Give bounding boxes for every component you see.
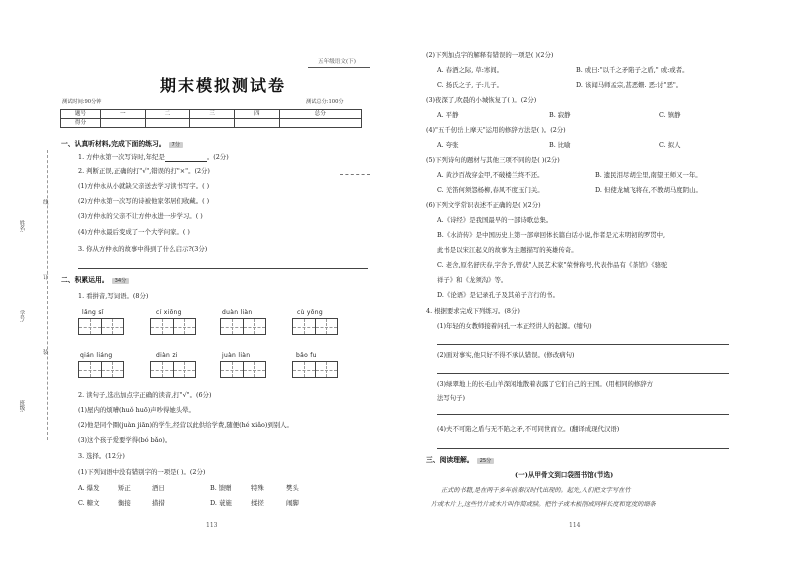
section-2-heading bbox=[61, 276, 129, 284]
option-word: 措措 bbox=[152, 499, 165, 507]
option-b-cont: 此书是以宋江起义的故事为主题描写的英雄传奇。 bbox=[437, 246, 578, 254]
writing-grid[interactable] bbox=[78, 318, 124, 335]
reading-paragraph: 正式的书籍,是在两千多年前秦汉时代出现的。起先,人们把文字写在竹 bbox=[441, 487, 631, 494]
option-b[interactable]: B.《水浒传》是中国历史上第一部章回体长篇白话小说,作者是元末明初的罗贯中, bbox=[437, 231, 666, 239]
option-b[interactable]: B. 寂静 bbox=[549, 111, 571, 119]
option-word: 揉搓 bbox=[251, 499, 264, 507]
section-1-title: 一、认真听材料,完成下面的练习。 bbox=[61, 140, 166, 148]
score-input-cell[interactable] bbox=[145, 119, 190, 128]
s1-question-2: 2. 判断正误,正确的打"√",错误的打"×"。(2分) bbox=[78, 167, 210, 175]
rewrite-item: (2)面对事实,他只好不得不承认错误。(修改病句) bbox=[437, 351, 575, 359]
option-d[interactable]: D. 但使龙城飞将在,不教胡马度阴山。 bbox=[595, 186, 702, 194]
score-cell: 三 bbox=[190, 110, 235, 119]
option-b[interactable]: B. 馈赠 bbox=[210, 484, 232, 492]
seal-mark: 线 bbox=[43, 200, 49, 206]
student-no-label: 学号: bbox=[18, 310, 25, 323]
s2-question-3: 3. 选择。(12分) bbox=[78, 452, 125, 460]
answer-line[interactable] bbox=[437, 344, 729, 345]
reading-title: (一)从甲骨文到口袋图书馆(节选) bbox=[515, 471, 614, 479]
score-cell: 一 bbox=[101, 110, 146, 119]
option-b[interactable]: B. 比喻 bbox=[549, 141, 571, 149]
rewrite-item: (1)年轻的女教师接着问孔一本正经讲人的起源。(缩句) bbox=[437, 322, 592, 330]
r-question-4-main: 4. 根据要求完成下列练习。(8分) bbox=[426, 307, 520, 315]
s2-question-1: 1. 看拼音,写词语。(8分) bbox=[78, 292, 149, 300]
score-cell: 四 bbox=[234, 110, 279, 119]
s1-q2-item: (3)方仲永的父亲不让方仲永进一步学习。( ) bbox=[78, 212, 203, 220]
option-c-cont: 祥子》和《龙须沟》等。 bbox=[437, 276, 508, 284]
pinyin-label: juàn liàn bbox=[222, 352, 251, 359]
s1-q2-item: (2)方仲永第一次写的诗被他家邻居们收藏。( ) bbox=[78, 197, 210, 205]
reading-paragraph: 片或木片上,这些竹片或木片叫作简或牍。把竹子或木板削成同样长度和宽度的细条 bbox=[431, 501, 656, 508]
option-b[interactable]: B. 遗民泪尽胡尘里,南望王师又一年。 bbox=[595, 171, 702, 179]
option-c[interactable]: C. 拟人 bbox=[659, 141, 681, 149]
option-word: 闹脚 bbox=[286, 499, 299, 507]
option-word: 酒日 bbox=[152, 484, 165, 492]
r-question-2: (2)下列加点字的解释有错误的一项是( )(2分) bbox=[426, 51, 554, 59]
pinyin-label: diàn zi bbox=[156, 352, 178, 359]
option-a[interactable]: A. 夸张 bbox=[437, 141, 459, 149]
s1-question-3: 3. 你从方仲永的故事中得到了什么启示?(3分) bbox=[78, 245, 208, 253]
test-time: 测试时间:90分钟 bbox=[62, 99, 102, 105]
divider bbox=[340, 174, 370, 175]
section-3-heading bbox=[426, 456, 494, 464]
s2-question-2: 2. 读句子,选出加点字正确的读音,打"√"。(6分) bbox=[78, 391, 212, 399]
seal-mark: 装 bbox=[43, 350, 49, 356]
option-d[interactable]: D. 该闻马师孟宗,甚恶姗. 恶:讨"恶"。 bbox=[576, 81, 683, 89]
writing-grid[interactable] bbox=[150, 361, 196, 378]
r-question-4: (4)"五千仞岳上摩天"运用的修辞方法是( )。(2分) bbox=[426, 126, 566, 134]
writing-grid[interactable] bbox=[292, 361, 338, 378]
answer-line[interactable] bbox=[437, 373, 729, 374]
class-label: 班级: bbox=[18, 400, 25, 413]
r-question-5: (5)下列诗句的题材与其他三项不同的是( )(2分) bbox=[426, 156, 560, 164]
seal-mark: 订 bbox=[43, 275, 49, 281]
rewrite-item: (3)绿翠地上的长毛山羊深闲地散着表露了它们自己的王国。(用相同的修辞方 bbox=[437, 380, 654, 388]
exam-title: 期末模拟测试卷 bbox=[160, 76, 287, 95]
page-number: 114 bbox=[569, 522, 581, 529]
writing-grid[interactable] bbox=[150, 318, 196, 335]
name-label: 姓名: bbox=[18, 220, 25, 233]
score-input-cell[interactable] bbox=[234, 119, 279, 128]
test-score: 测试总分:100分 bbox=[306, 99, 344, 105]
score-cell: 得分 bbox=[61, 119, 101, 128]
writing-grid[interactable] bbox=[220, 318, 266, 335]
answer-line[interactable] bbox=[437, 448, 729, 449]
pinyin-label: lǎng sǐ bbox=[82, 309, 104, 316]
binding-line bbox=[47, 150, 48, 440]
s2-q2-item: (2)他是同个圈(juàn jiān)的学生,经营以此供给学费,随便(hé xiǎo)到别人。 bbox=[78, 421, 293, 429]
score-cell: 二 bbox=[145, 110, 190, 119]
option-a[interactable]: A.《诗经》是我国最早的一部诗歌总集。 bbox=[437, 216, 553, 224]
score-table-header-row bbox=[61, 110, 362, 119]
option-a[interactable]: A. 平静 bbox=[437, 111, 459, 119]
option-c[interactable]: C. 老舍,原名舒庆春,字舍予,曾获"人民艺术家"荣誉称号,代表作品有《茶馆》《骆驼 bbox=[437, 261, 668, 269]
s2-q3-item: (1)下列词语中没有错别字的一项是( )。(2分) bbox=[78, 468, 206, 476]
answer-blank[interactable] bbox=[165, 156, 207, 162]
s2-q2-item: (1)屋内的烦嘈(huǒ huō)声吵得她头晕。 bbox=[78, 406, 195, 414]
score-table bbox=[60, 109, 362, 128]
answer-line[interactable] bbox=[78, 268, 368, 269]
pinyin-label: bǎo fu bbox=[296, 352, 317, 359]
option-word: 衡接 bbox=[118, 499, 131, 507]
grade-underline bbox=[308, 67, 370, 68]
score-input-cell[interactable] bbox=[190, 119, 235, 128]
section-1-heading bbox=[61, 140, 183, 148]
grade-tag: 五年级语文(下) bbox=[318, 59, 356, 65]
s1-q1-score: 。(2分) bbox=[206, 153, 229, 161]
option-b[interactable]: B. 或曰:"以千之矛陷子之盾," 或:或者。 bbox=[576, 66, 689, 74]
r-question-3: (3)夜深了,吹晨的小城恢复了( )。(2分) bbox=[426, 96, 537, 104]
option-word: 樊头 bbox=[286, 484, 299, 492]
option-c[interactable]: C. 镇静 bbox=[659, 111, 681, 119]
section-2-score: 34分 bbox=[112, 278, 130, 284]
option-c[interactable]: C. 羌笛何须怨杨柳,春风不度玉门关。 bbox=[437, 186, 544, 194]
score-table-score-row bbox=[61, 119, 362, 128]
s1-q2-item: (1)方仲永从小就缺父亲送去学习读书写字。( ) bbox=[78, 182, 210, 190]
answer-line[interactable] bbox=[437, 414, 729, 415]
writing-grid[interactable] bbox=[220, 361, 266, 378]
s1-question-1 bbox=[78, 154, 229, 162]
writing-grid[interactable] bbox=[292, 318, 338, 335]
pinyin-label: cí xiōng bbox=[156, 309, 182, 316]
pinyin-label: cù yōng bbox=[297, 309, 323, 316]
score-cell: 题号 bbox=[61, 110, 101, 119]
section-2-title: 二、积累运用。 bbox=[61, 276, 109, 284]
option-d[interactable]: D. 蓑施 bbox=[210, 499, 232, 507]
option-a[interactable]: A. 黄沙百战穿金甲,不破楼兰终不还。 bbox=[437, 171, 544, 179]
score-input-cell[interactable] bbox=[279, 119, 361, 128]
option-c[interactable]: C. 扬氏之子, 子:儿子。 bbox=[437, 81, 504, 89]
section-3-title: 三、阅读理解。 bbox=[426, 456, 474, 464]
s2-q2-item: (3)这个孩子爱要学得(bó bǎo)。 bbox=[78, 436, 172, 444]
section-1-score: 7分 bbox=[169, 142, 184, 148]
option-a[interactable]: A. 春酒之际, 草:寒间。 bbox=[437, 66, 504, 74]
option-d[interactable]: D.《论语》是记录孔子及其弟子言行的书。 bbox=[437, 291, 559, 299]
option-c[interactable]: C. 糖文 bbox=[78, 499, 100, 507]
rewrite-item: (4)夫不可陷之盾与无不陷之矛,不可同世而立。(翻译成现代汉语) bbox=[437, 425, 620, 433]
section-3-score: 25分 bbox=[477, 458, 495, 464]
pinyin-label: duàn liàn bbox=[222, 309, 253, 316]
s1-q2-item: (4)方仲永最后变成了一个大学问家。( ) bbox=[78, 228, 190, 236]
option-a[interactable]: A. 爆发 bbox=[78, 484, 100, 492]
option-word: 特殊 bbox=[251, 484, 264, 492]
page-number: 113 bbox=[206, 522, 218, 529]
option-word: 矫正 bbox=[118, 484, 131, 492]
pinyin-label: qián liáng bbox=[80, 352, 113, 359]
writing-grid[interactable] bbox=[78, 361, 124, 378]
rewrite-item-cont: 法写句子) bbox=[437, 394, 466, 402]
score-input-cell[interactable] bbox=[101, 119, 146, 128]
r-question-6: (6)下列文学常识表述不正确的是( )(2分) bbox=[426, 201, 541, 209]
s1-q1-text: 1. 方仲永第一次写诗时,年纪是 bbox=[78, 153, 165, 161]
score-cell: 总分 bbox=[279, 110, 361, 119]
right-page bbox=[397, 0, 794, 562]
